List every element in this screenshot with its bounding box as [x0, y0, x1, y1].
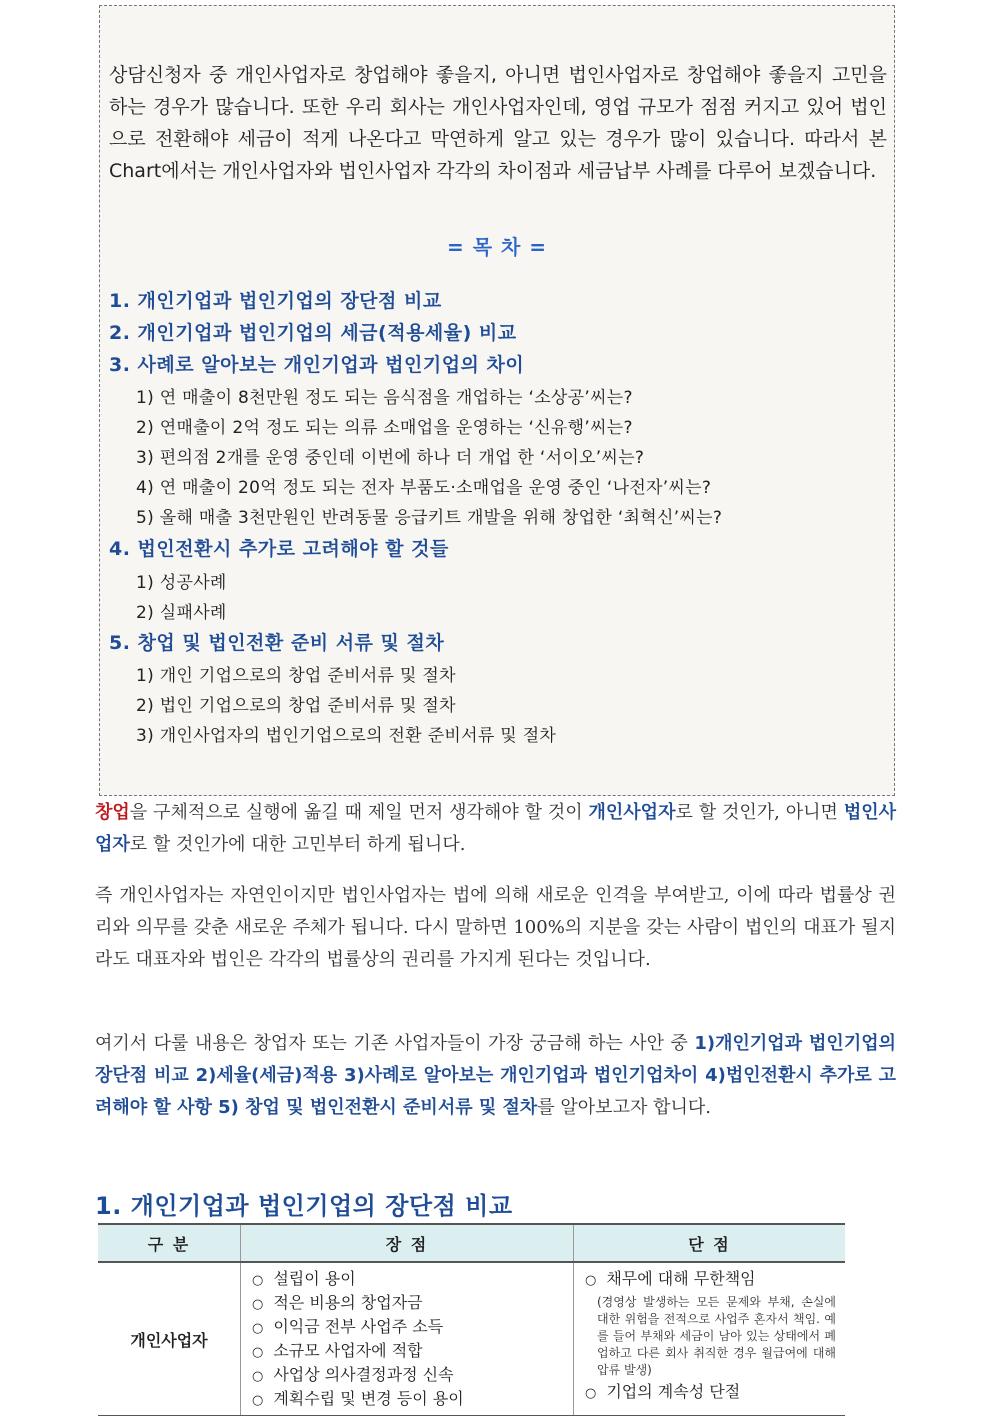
- toc-item: 3) 개인사업자의 법인기업으로의 전환 준비서류 및 절차: [136, 726, 557, 746]
- paragraph-text: 여기서 다룰 내용은 창업자 또는 기존 사업자들이 가장 궁금해 하는 사안 중: [95, 1033, 695, 1054]
- toc-item: 2) 법인 기업으로의 창업 준비서류 및 절차: [136, 696, 456, 716]
- highlight-corporation: 법인사업자: [95, 802, 896, 855]
- table-row: [98, 1262, 845, 1416]
- comparison-table: [98, 1223, 845, 1416]
- toc-item: 2) 연매출이 2억 정도 되는 의류 소매업을 운영하는 ‘신유행’씨는?: [136, 418, 633, 438]
- highlight-sole-proprietor: 개인사업자: [588, 802, 676, 823]
- highlight-topics: 1)개인기업과 법인기업의 장단점 비교 2)세율(세금)적용 3)사례로 알아보는 개인기업과 법인기업차이 4)법인전환시 추가로 고려해야 할 사항 5) 창업 및 법인전환시 준비서류 및 절차: [95, 1033, 896, 1118]
- cons-list: [575, 1264, 844, 1292]
- toc-item: 2) 실패사례: [136, 603, 227, 623]
- paragraph-2: 즉 개인사업자는 자연인이지만 법인사업자는 법에 의해 새로운 인격을 부여받고, 이에 따라 법률상 권리와 의무를 갖춘 새로운 주체가 됩니다. 다시 말하면 100%의 지분을 갖는 사람이 법인의 대표가 될지라도 대표자와 법인은 각각의 법률상의 권리를 가지게 된다는 것입니다.: [95, 885, 896, 970]
- cons-list: [575, 1381, 844, 1407]
- list-item: ○ 기업의 계속성 단절: [585, 1381, 844, 1405]
- list-item: ○ 적은 비용의 창업자금: [252, 1292, 572, 1316]
- paragraph-3: [95, 1028, 896, 1124]
- highlight-startup: 창업: [95, 802, 130, 823]
- toc-item: 3) 편의점 2개를 운영 중인데 이번에 하나 더 개업 한 ‘서이오’씨는?: [136, 448, 645, 468]
- header-cons: 단 점: [574, 1224, 846, 1262]
- cons-cell: [574, 1262, 846, 1416]
- row-label: 개인사업자: [98, 1262, 241, 1416]
- paragraph-text: 로 할 것인가에 대한 고민부터 하게 됩니다.: [129, 834, 466, 855]
- intro-text: 상담신청자 중 개인사업자로 창업해야 좋을지, 아니면 법인사업자로 창업해야 좋을지 고민을 하는 경우가 많습니다. 또한 우리 회사는 개인사업자인데, 영업 규모가 점점 커지고 있어 법인으로 전환해야 세금이 적게 나온다고 막연하게 알고 있는 경우가 많이 있습니다. 따라서 본 Chart에서는 개인사업자와 법인사업자 각각의 차이점과 세금납부 사례를 다루어 보겠습니다.: [109, 64, 887, 182]
- table-header-row: [98, 1224, 845, 1262]
- list-item: ○ 계획수립 및 변경 등이 용이: [252, 1388, 572, 1412]
- paragraph-1: [95, 797, 896, 861]
- list-item: ○ 설립이 용이: [252, 1268, 572, 1292]
- header-category: 구 분: [98, 1224, 241, 1262]
- pros-cell: [241, 1262, 574, 1416]
- toc-title: = 목 차 =: [446, 235, 548, 259]
- toc-section-3: 3. 사례로 알아보는 개인기업과 법인기업의 차이: [109, 354, 525, 376]
- list-item: ○ 소규모 사업자에 적합: [252, 1340, 572, 1364]
- toc-section-1: 1. 개인기업과 법인기업의 장단점 비교: [109, 290, 442, 312]
- toc-item: 1) 성공사례: [136, 573, 227, 593]
- toc-section-4: 4. 법인전환시 추가로 고려해야 할 것들: [109, 538, 449, 560]
- toc-section-2: 2. 개인기업과 법인기업의 세금(적용세율) 비교: [109, 322, 517, 344]
- toc-box: [99, 5, 895, 796]
- list-item: ○ 채무에 대해 무한책임: [585, 1268, 844, 1292]
- toc-section-5: 5. 창업 및 법인전환 준비 서류 및 절차: [109, 632, 445, 654]
- toc-item: 4) 연 매출이 20억 정도 되는 전자 부품도·소매업을 운영 중인 ‘나전자’씨는?: [136, 478, 712, 498]
- paragraph-text: 을 구체적으로 실행에 옮길 때 제일 먼저 생각해야 할 것이: [129, 802, 589, 823]
- list-item: ○ 사업상 의사결정과정 신속: [252, 1364, 572, 1388]
- section-heading-1: 1. 개인기업과 법인기업의 장단점 비교: [95, 1192, 513, 1220]
- paragraph-text: 를 알아보고자 합니다.: [537, 1097, 711, 1118]
- header-pros: 장 점: [241, 1224, 574, 1262]
- list-item: ○ 이익금 전부 사업주 소득: [252, 1316, 572, 1340]
- cons-note: (경영상 발생하는 모든 문제와 부채, 손실에 대한 위험을 전적으로 사업주 혼자서 책임. 예를 들어 부채와 세금이 남아 있는 상태에서 폐업하고 다른 회사 취직한 경우 월급여에 대해 압류 발생): [597, 1295, 836, 1377]
- pros-list: [242, 1264, 572, 1414]
- toc-item: 1) 개인 기업으로의 창업 준비서류 및 절차: [136, 666, 456, 686]
- toc-item: 1) 연 매출이 8천만원 정도 되는 음식점을 개업하는 ‘소상공’씨는?: [136, 388, 633, 408]
- paragraph-text: 로 할 것인가, 아니면: [675, 802, 844, 823]
- toc-item: 5) 올해 매출 3천만원인 반려동물 응급키트 개발을 위해 창업한 ‘최혁신’씨는?: [136, 508, 723, 528]
